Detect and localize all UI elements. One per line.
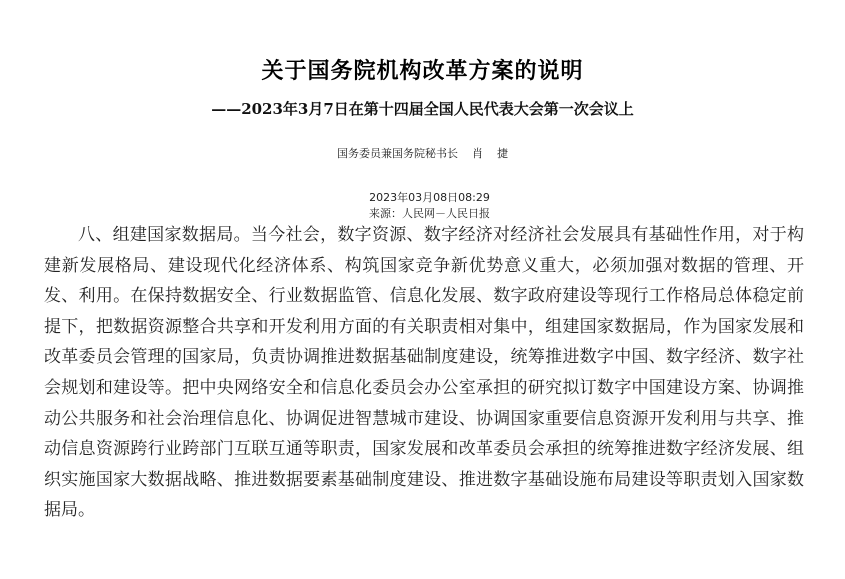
- article-title: 关于国务院机构改革方案的说明: [261, 59, 584, 84]
- publish-date: 2023年03月08日08:29: [369, 191, 490, 204]
- article-source: 来源：人民网－人民日报: [369, 207, 490, 220]
- article-body: 八、组建国家数据局。当今社会，数字资源、数字经济对经济社会发展具有基础性作用，对于构建新发展格局、建设现代化经济体系、构筑国家竞争新优势意义重大，必须加强对数据的管理、开发、利用。在保持数据安全、行业数据监管、信息化发展、数字政府建设等现行工作格局总体稳定前提下，把数据资源整合共享和开发利用方面的有关职责相对集中，组建国家数据局，作为国家发展和改革委员会管理的国家局，负责协调推进数据基础制度建设，统筹推进数字中国、数字经济、数字社会规划和建设等。把中央网络安全和信息化委员会办公室承担的研究拟订数字中国建设方案、协调推动公共服务和社会治理信息化、协调促进智慧城市建设、协调国家重要信息资源开发利用与共享、推动信息资源跨行业跨部门互联互通等职责，国家发展和改革委员会承担的统筹推进数字经济发展、组织实施国家大数据战略、推进数据要素基础制度建设、推进数字基础设施布局建设等职责划入国家数据局。: [44, 225, 804, 521]
- article-subtitle: ——2023年3月7日在第十四届全国人民代表大会第一次会议上: [211, 100, 634, 118]
- article-author: 国务委员兼国务院秘书长 肖 捷: [337, 147, 508, 160]
